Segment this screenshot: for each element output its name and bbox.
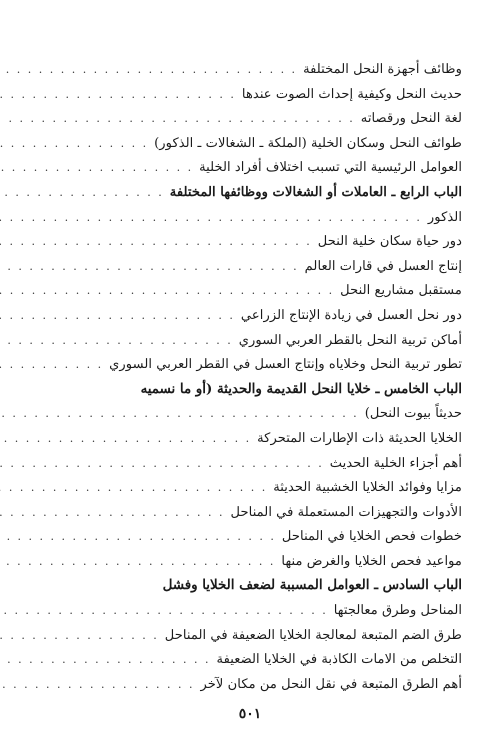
dot-leader — [0, 599, 328, 624]
entry-title: الأدوات والتجهيزات المستعملة في المناحل — [230, 504, 462, 520]
page-number: ٥٠١ — [238, 706, 262, 722]
entry-title: أماكن تربية النحل بالقطر العربي السوري — [238, 332, 462, 348]
toc-entry — [38, 475, 462, 500]
section-heading: الباب الخامس ـ خلايا النحل القديمة والحديثة (أو ما نسميه — [140, 380, 462, 397]
toc-entry — [38, 524, 462, 549]
dot-leader — [0, 206, 422, 231]
entry-title: دور حياة سكان خلية النحل — [317, 234, 462, 250]
entry-title: طرق الضم المتبعة لمعالجة الخلايا الضعيفة في المناحل — [164, 627, 462, 643]
toc-entry — [38, 328, 462, 353]
entry-title: المناحل وطرق معالجتها — [333, 603, 462, 619]
entry-title: حديث النحل وكيفية إحداث الصوت عندها — [241, 86, 462, 102]
table-of-contents — [38, 57, 462, 696]
dot-leader — [0, 255, 299, 280]
dot-leader — [0, 83, 236, 108]
dot-leader — [0, 550, 275, 575]
dot-leader — [0, 230, 312, 255]
toc-entry — [38, 500, 462, 525]
toc-entry — [38, 131, 462, 156]
entry-title: تطور تربية النحل وخلاياه وإنتاج العسل في القطر العربي السوري — [109, 357, 462, 373]
toc-entry — [38, 352, 462, 377]
toc-entry — [38, 426, 462, 451]
entry-title: وظائف أجهزة النحل المختلفة — [303, 62, 462, 77]
toc-entry — [38, 549, 462, 574]
dot-leader — [0, 132, 148, 157]
dot-leader — [0, 58, 297, 83]
entry-title: دور نحل العسل في زيادة الإنتاج الزراعي — [240, 307, 462, 323]
toc-entry — [38, 82, 462, 107]
toc-entry — [38, 647, 462, 672]
dot-leader — [0, 501, 225, 526]
dot-leader — [0, 304, 235, 329]
toc-entry — [38, 303, 462, 328]
toc-entry — [38, 278, 462, 303]
toc-entry — [38, 623, 462, 648]
toc-entry — [38, 205, 462, 230]
dot-leader — [0, 525, 276, 550]
dot-leader — [0, 452, 324, 477]
entry-title: إنتاج العسل في قارات العالم — [304, 258, 462, 274]
toc-entry — [38, 254, 462, 279]
entry-title: طوائف النحل وسكان الخلية (الملكة ـ الشغالات ـ الذكور) — [154, 135, 462, 151]
entry-title: العوامل الرئيسية التي تسبب اختلاف أفراد الخلية — [199, 160, 462, 176]
entry-title: التخلص من الامات الكاذبة في الخلايا الضعيفة — [216, 652, 462, 668]
dot-leader — [0, 279, 334, 304]
dot-leader — [0, 673, 194, 698]
entry-title: أهم أجزاء الخلية الحديث — [329, 455, 462, 471]
dot-leader — [0, 648, 211, 673]
dot-leader — [0, 107, 355, 132]
toc-entry — [38, 598, 462, 623]
entry-title: الذكور — [427, 209, 462, 225]
entry-title: الباب الرابع ـ العاملات أو الشغالات ووظائفها المختلفة — [169, 184, 462, 200]
dot-leader — [0, 476, 267, 501]
dot-leader — [0, 181, 164, 206]
toc-entry — [38, 451, 462, 476]
entry-title: الخلايا الحديثة ذات الإطارات المتحركة — [257, 430, 462, 446]
section-heading: الباب السادس ـ العوامل المسببة لضعف الخلايا وفشل — [162, 577, 462, 594]
entry-title: حديثاً بيوت النحل) — [364, 406, 462, 422]
entry-title: خطوات فحص الخلايا في المناحل — [281, 529, 462, 545]
dot-leader — [0, 427, 251, 452]
toc-entry — [38, 401, 462, 426]
dot-leader — [0, 402, 359, 427]
toc-entry — [38, 672, 462, 697]
toc-entry — [38, 106, 462, 131]
entry-title: لغة النحل ورقصاته — [360, 111, 462, 127]
dot-leader — [0, 329, 233, 354]
toc-entry — [38, 57, 462, 82]
entry-title: مزايا وفوائد الخلايا الخشبية الحديثة — [273, 480, 462, 496]
dot-leader — [0, 156, 193, 181]
toc-entry — [38, 155, 462, 180]
dot-leader — [0, 624, 159, 649]
dot-leader — [0, 353, 103, 378]
entry-title: مواعيد فحص الخلايا والغرض منها — [281, 553, 462, 569]
entry-title: مستقبل مشاريع النحل — [340, 283, 462, 299]
section-heading-entry — [38, 180, 462, 205]
entry-title: أهم الطرق المتبعة في نقل النحل من مكان لآخر — [200, 676, 462, 692]
toc-entry — [38, 229, 462, 254]
